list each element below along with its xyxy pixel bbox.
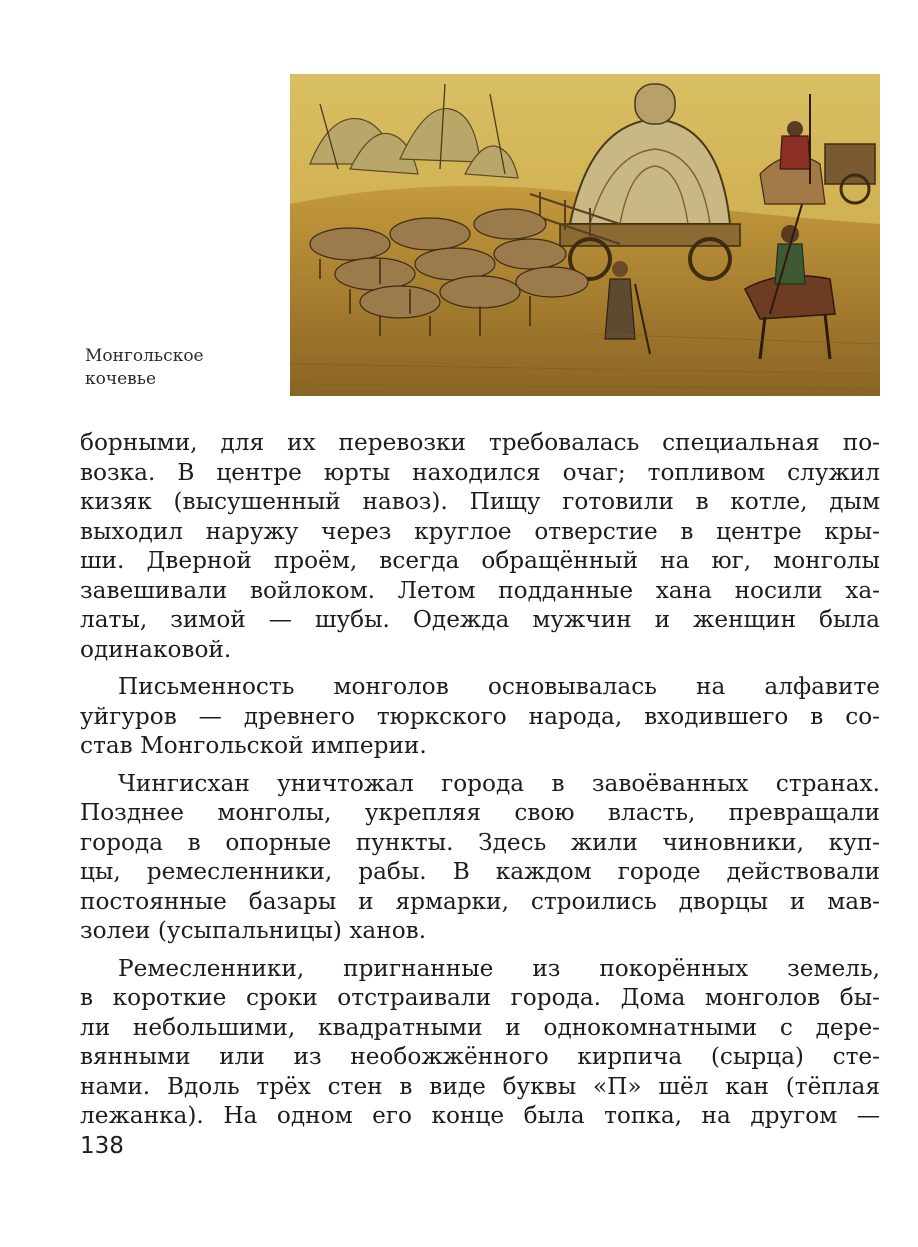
text-line: возка. В центре юрты находился очаг; топливом служил — [80, 458, 880, 486]
text-line: одинаковой. — [80, 635, 232, 663]
text-line: кизяк (высушенный навоз). Пищу готовили в котле, дым — [80, 488, 880, 515]
body-text — [80, 428, 880, 1131]
caption-line: кочевье — [85, 369, 157, 389]
text-line: Письменность монголов основывалась на алфавите — [118, 673, 880, 700]
text-line: лежанка). На одном его конце была топка, на другом — — [80, 1102, 880, 1129]
text-line: борными, для их перевозки требовалась специальная по- — [80, 429, 880, 456]
text-line: ши. Дверной проём, всегда обращённый на юг, монголы — [80, 547, 880, 574]
page-number: 138 — [80, 1133, 124, 1159]
caption-line: Монгольское — [85, 346, 204, 366]
figure-caption — [85, 345, 275, 391]
text-line: ли небольшими, квадратными и однокомнатными с дере- — [80, 1013, 880, 1041]
text-line: уйгуров — древнего тюркского народа, входившего в со- — [80, 702, 880, 730]
text-line: латы, зимой — шубы. Одежда мужчин и женщин была — [80, 606, 880, 633]
text-line: вянными или из необожжённого кирпича (сырца) сте- — [80, 1043, 880, 1070]
mongol-camp-illustration — [290, 74, 880, 396]
text-line: Ремесленники, пригнанные из покорённых земель, — [118, 954, 880, 982]
text-line: выходил наружу через круглое отверстие в центре кры- — [80, 517, 880, 545]
text-line: завешивали войлоком. Летом подданные хана носили ха- — [80, 576, 880, 604]
text-line: в короткие сроки отстраивали города. Дома монголов бы- — [80, 984, 880, 1011]
text-line: нами. Вдоль трёх стен в виде буквы «П» шёл кан (тёплая — [80, 1072, 880, 1100]
text-line: Чингисхан уничтожал города в завоёванных странах. — [118, 769, 880, 797]
text-line: Позднее монголы, укрепляя свою власть, превращали — [80, 799, 880, 826]
text-line: став Монгольской империи. — [80, 732, 427, 759]
text-line: постоянные базары и ярмарки, строились дворцы и мав- — [80, 887, 880, 915]
text-line: золеи (усыпальницы) ханов. — [80, 917, 427, 944]
text-line: цы, ремесленники, рабы. В каждом городе действовали — [80, 858, 880, 885]
text-line: города в опорные пункты. Здесь жили чиновники, куп- — [80, 828, 880, 856]
